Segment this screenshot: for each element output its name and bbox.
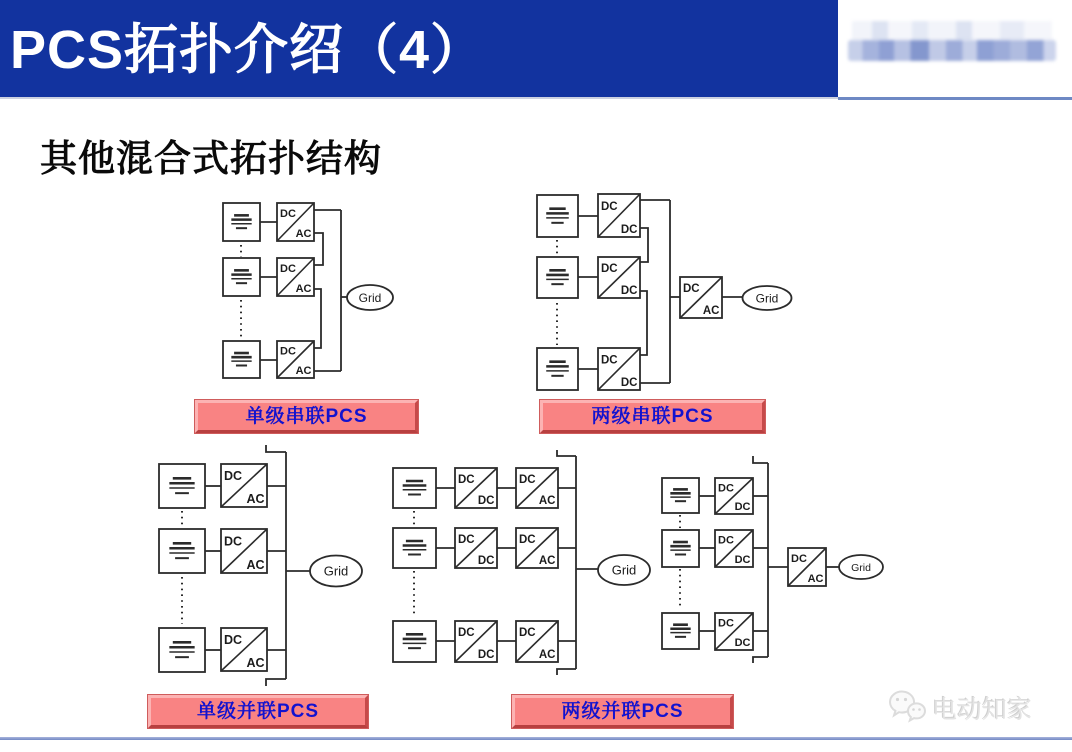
caption-two-stage-parallel-pcs: 两级并联PCS xyxy=(512,695,733,728)
dc-ac-converter xyxy=(277,258,314,296)
battery-icon xyxy=(393,621,436,662)
converter-output-label: DC xyxy=(477,555,495,567)
converter-output-label: AC xyxy=(295,228,312,240)
logo-area xyxy=(838,0,1072,97)
converter-input-label: DC xyxy=(458,533,475,546)
section-heading: 其他混合式拓扑结构 xyxy=(40,138,382,179)
caption-single-stage-parallel-pcs: 单级并联PCS xyxy=(148,695,368,728)
converter-output-label: DC xyxy=(734,637,751,649)
grid-node xyxy=(598,555,650,585)
caption-two-stage-series-pcs: 两级串联PCS xyxy=(540,400,765,433)
converter-output-label: AC xyxy=(538,555,556,567)
grid-node xyxy=(310,556,362,587)
converter-output-label: DC xyxy=(734,501,751,513)
converter-output-label: DC xyxy=(620,377,638,389)
converter-output-label: DC xyxy=(620,285,638,297)
converter-input-label: DC xyxy=(458,627,475,640)
converter-input-label: DC xyxy=(718,617,734,630)
footer-divider xyxy=(0,737,1072,740)
title-banner xyxy=(0,0,838,97)
dc-dc-converter xyxy=(598,257,640,298)
converter-output-label: AC xyxy=(246,492,265,506)
diagram-two-stage-parallel-common-inverter xyxy=(662,456,883,663)
converter-input-label: DC xyxy=(280,345,296,358)
converter-output-label: AC xyxy=(702,305,720,317)
watermark xyxy=(884,686,1054,728)
dc-dc-converter xyxy=(715,478,753,514)
dc-ac-converter xyxy=(516,528,558,568)
dc-ac-converter xyxy=(221,529,267,573)
grid-node xyxy=(743,286,792,310)
dc-dc-converter xyxy=(455,621,497,662)
converter-input-label: DC xyxy=(458,473,475,486)
diagram-two-stage-series xyxy=(537,194,792,390)
converter-input-label: DC xyxy=(224,468,243,483)
grid-node xyxy=(347,285,393,310)
converter-input-label: DC xyxy=(601,263,618,276)
battery-icon xyxy=(223,341,260,378)
caption-single-stage-series-pcs: 单级串联PCS xyxy=(195,400,418,433)
grid-label: Grid xyxy=(851,561,871,574)
converter-input-label: DC xyxy=(601,354,618,367)
dc-dc-converter xyxy=(715,530,753,567)
converter-output-label: AC xyxy=(807,573,824,585)
converter-output-label: AC xyxy=(295,283,312,295)
battery-icon xyxy=(537,348,578,390)
dc-ac-converter xyxy=(277,341,314,378)
converter-input-label: DC xyxy=(519,533,536,546)
dc-ac-converter xyxy=(516,621,558,662)
diagram-single-stage-parallel xyxy=(159,445,362,686)
dc-dc-converter xyxy=(598,194,640,237)
converter-input-label: DC xyxy=(224,534,243,549)
dc-dc-converter xyxy=(455,528,497,568)
wires xyxy=(414,450,598,675)
wechat-icon xyxy=(884,686,930,728)
page-title: PCS拓扑介绍（4） xyxy=(10,20,486,80)
converter-input-label: DC xyxy=(601,200,618,213)
dc-dc-converter xyxy=(598,348,640,390)
battery-icon xyxy=(537,257,578,298)
converter-input-label: DC xyxy=(280,263,296,276)
converter-output-label: AC xyxy=(295,365,312,377)
converter-input-label: DC xyxy=(280,208,296,221)
grid-label: Grid xyxy=(611,562,637,578)
converter-output-label: AC xyxy=(246,656,265,670)
converter-output-label: AC xyxy=(538,495,556,507)
converter-output-label: DC xyxy=(620,224,638,236)
converter-output-label: DC xyxy=(477,649,495,661)
battery-icon xyxy=(223,258,260,296)
battery-icon xyxy=(662,478,699,513)
grid-label: Grid xyxy=(323,563,349,579)
grid-label: Grid xyxy=(358,290,382,305)
grid-label: Grid xyxy=(755,291,779,306)
converter-input-label: DC xyxy=(718,534,734,547)
battery-icon xyxy=(159,529,205,573)
topology-diagrams xyxy=(0,180,1072,752)
dc-ac-converter xyxy=(788,548,826,586)
grid-node xyxy=(839,555,883,579)
dc-ac-converter xyxy=(516,468,558,508)
header-divider-left xyxy=(0,97,838,99)
converter-input-label: DC xyxy=(791,553,807,566)
battery-icon xyxy=(537,195,578,237)
converter-output-label: DC xyxy=(734,554,751,566)
converter-output-label: DC xyxy=(477,495,495,507)
dc-dc-converter xyxy=(715,613,753,650)
dc-ac-converter xyxy=(221,464,267,507)
battery-icon xyxy=(159,628,205,672)
battery-icon xyxy=(159,464,205,508)
converter-input-label: DC xyxy=(683,283,700,296)
dc-ac-converter xyxy=(680,277,722,318)
diagram-two-stage-parallel xyxy=(393,450,650,675)
header-divider-right xyxy=(838,97,1072,100)
battery-icon xyxy=(393,468,436,508)
converter-output-label: AC xyxy=(538,649,556,661)
dc-ac-converter xyxy=(221,628,267,671)
battery-icon xyxy=(223,203,260,241)
converter-input-label: DC xyxy=(718,482,734,495)
converter-input-label: DC xyxy=(519,473,536,486)
logo-blurred xyxy=(848,40,1056,61)
diagram-single-stage-series xyxy=(223,203,393,378)
converter-input-label: DC xyxy=(519,627,536,640)
battery-icon xyxy=(393,528,436,568)
watermark-text: 电动知家 xyxy=(932,696,1033,724)
dc-dc-converter xyxy=(455,468,497,508)
dc-ac-converter xyxy=(277,203,314,241)
battery-icon xyxy=(662,613,699,649)
converter-input-label: DC xyxy=(224,632,243,647)
logo-blurred-top xyxy=(852,21,1052,41)
battery-icon xyxy=(662,530,699,567)
converter-output-label: AC xyxy=(246,558,265,572)
